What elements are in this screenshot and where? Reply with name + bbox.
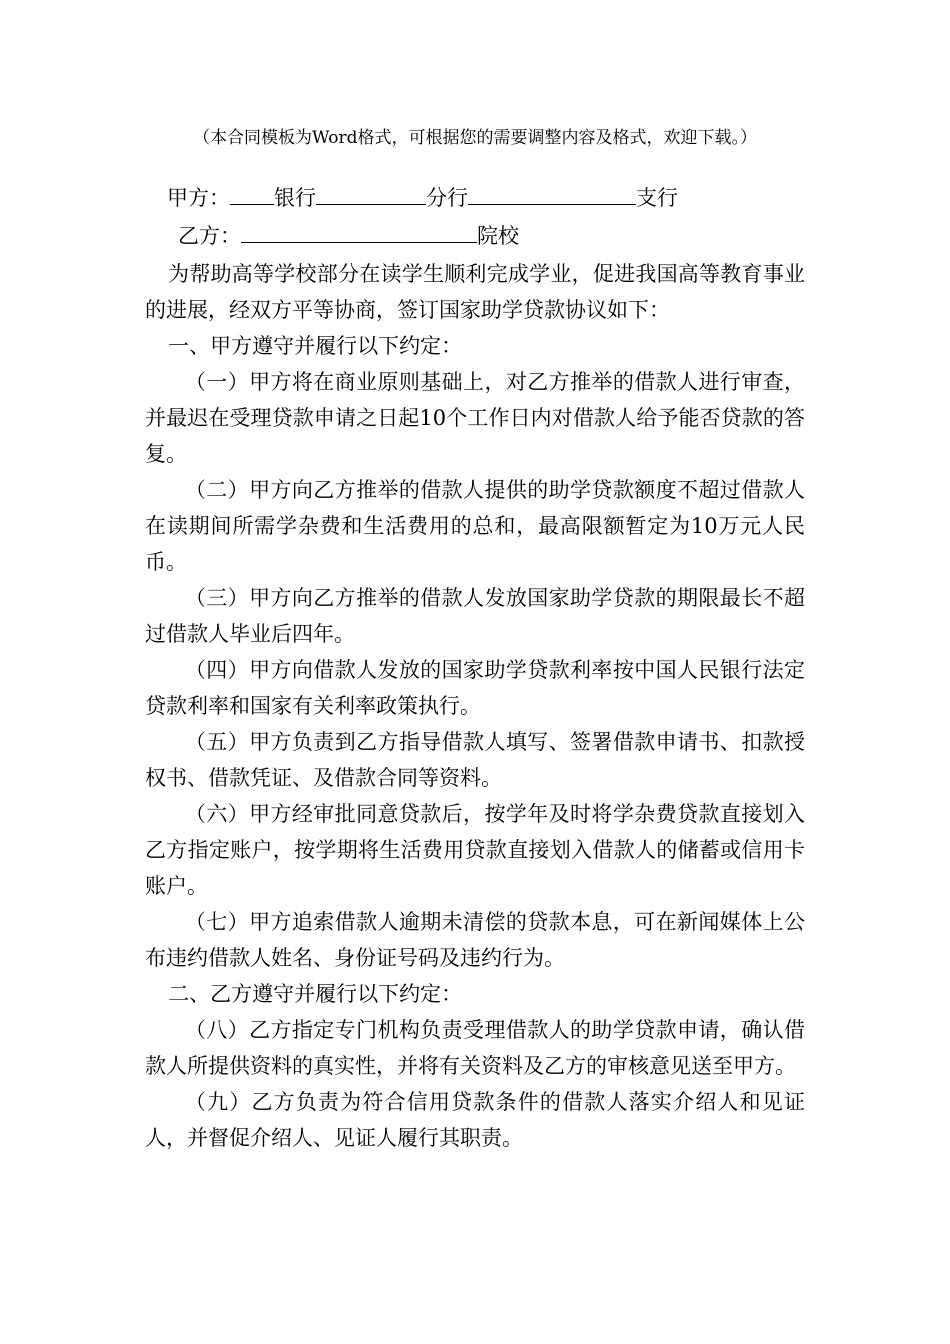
party-b-label: 乙方： [178, 224, 241, 248]
clause-2: （二）甲方向乙方推举的借款人提供的助学贷款额度不超过借款人在读期间所需学杂费和生活费用的总和，最高限额暂定为10万元人民币。 [145, 478, 805, 574]
sub-branch-label: 支行 [636, 186, 678, 210]
section-heading-party-a: 一、甲方遵守并履行以下约定： [168, 334, 463, 358]
branch-label: 分行 [426, 186, 468, 210]
clause-7: （七）甲方追索借款人逾期未清偿的贷款本息，可在新闻媒体上公布违约借款人姓名、身份证号码及违约行为。 [145, 910, 805, 970]
agreement-body [145, 256, 805, 1156]
party-a-line [167, 183, 678, 213]
clause-8: （八）乙方指定专门机构负责受理借款人的助学贷款申请，确认借款人所提供资料的真实性，并将有关资料及乙方的审核意见送至甲方。 [145, 1018, 805, 1078]
bank-name-blank [230, 184, 274, 205]
clause-4: （四）甲方向借款人发放的国家助学贷款利率按中国人民银行法定贷款利率和国家有关利率政策执行。 [145, 658, 805, 718]
bank-label: 银行 [274, 186, 316, 210]
branch-name-blank [316, 184, 426, 205]
school-label: 院校 [477, 224, 519, 248]
party-b-line [178, 221, 519, 251]
clause-3: （三）甲方向乙方推举的借款人发放国家助学贷款的期限最长不超过借款人毕业后四年。 [145, 586, 805, 646]
sub-branch-name-blank [468, 184, 636, 205]
intro-paragraph: 为帮助高等学校部分在读学生顺利完成学业，促进我国高等教育事业的进展，经双方平等协商，签订国家助学贷款协议如下： [145, 262, 805, 322]
clause-5: （五）甲方负责到乙方指导借款人填写、签署借款申请书、扣款授权书、借款凭证、及借款合同等资料。 [145, 730, 805, 790]
section-heading-party-b: 二、乙方遵守并履行以下约定： [168, 982, 463, 1006]
school-name-blank [241, 222, 477, 243]
clause-1: （一）甲方将在商业原则基础上，对乙方推举的借款人进行审查，并最迟在受理贷款申请之日起10个工作日内对借款人给予能否贷款的答复。 [145, 370, 805, 466]
clause-6: （六）甲方经审批同意贷款后，按学年及时将学杂费贷款直接划入乙方指定账户，按学期将生活费用贷款直接划入借款人的储蓄或信用卡账户。 [145, 802, 805, 898]
template-note: （本合同模板为Word格式，可根据您的需要调整内容及格式，欢迎下载。） [192, 128, 758, 148]
party-a-label: 甲方： [167, 186, 230, 210]
clause-9: （九）乙方负责为符合信用贷款条件的借款人落实介绍人和见证人，并督促介绍人、见证人履行其职责。 [145, 1090, 805, 1150]
